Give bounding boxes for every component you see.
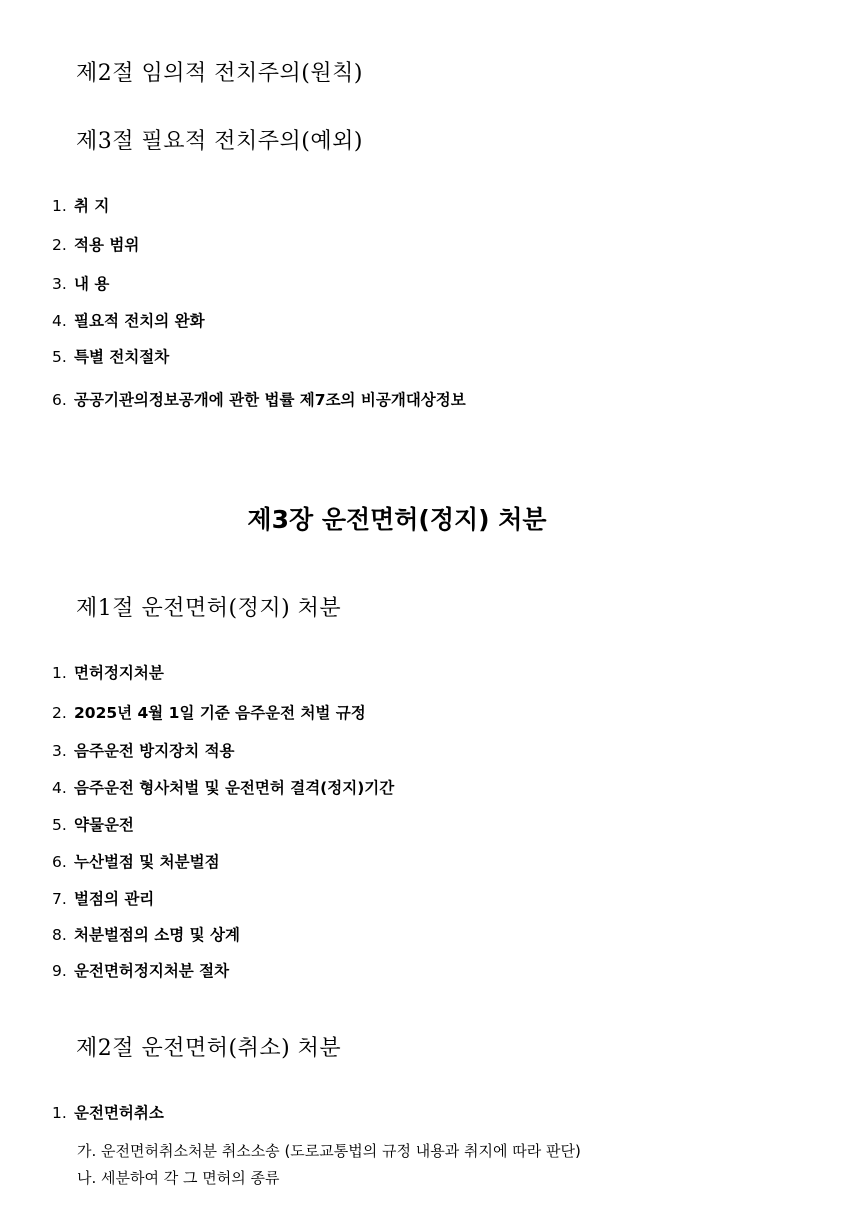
section-heading-1-suspension: 제1절 운전면허(정지) 처분 (76, 596, 342, 621)
list-item-number: 6. (52, 391, 67, 409)
list-item-text: 공공기관의정보공개에 관한 법률 제7조의 비공개대상정보 (74, 391, 466, 409)
list-item-text: 운전면허취소 (74, 1104, 164, 1122)
list-item (52, 924, 240, 946)
list-item (52, 662, 164, 684)
list-item (52, 777, 394, 799)
list-item (52, 702, 366, 724)
list-item-number: 3. (52, 742, 67, 760)
list-item (52, 888, 154, 910)
section-heading-2-revocation: 제2절 운전면허(취소) 처분 (76, 1036, 342, 1061)
list-item-text: 벌점의 관리 (74, 890, 155, 908)
list-item-text: 특별 전치절차 (74, 348, 170, 366)
list-item-number: 5. (52, 816, 67, 834)
sub-item: 가. 운전면허취소처분 취소소송 (도로교통법의 규정 내용과 취지에 따라 판단) (77, 1142, 581, 1160)
list-item-text: 필요적 전치의 완화 (74, 312, 205, 330)
sub-item: 나. 세분하여 각 그 면허의 종류 (77, 1169, 280, 1187)
list-item (52, 740, 235, 762)
list-item-text: 취 지 (74, 197, 110, 215)
list-item-text: 면허정지처분 (74, 664, 164, 682)
list-item-text: 적용 범위 (74, 236, 140, 254)
list-item-text: 누산벌점 및 처분벌점 (74, 853, 220, 871)
section-heading-2-arbitrary: 제2절 임의적 전치주의(원칙) (76, 61, 363, 86)
list-item (52, 195, 109, 217)
list-item-number: 1. (52, 1104, 67, 1122)
chapter-title: 제3장 운전면허(정지) 처분 (247, 505, 547, 534)
list-item-number: 6. (52, 853, 67, 871)
list-item-number: 8. (52, 926, 67, 944)
list-item (52, 346, 169, 368)
list-item-number: 4. (52, 779, 67, 797)
list-item (52, 273, 109, 295)
list-item-number: 1. (52, 197, 67, 215)
list-item-text: 약물운전 (74, 816, 134, 834)
list-item-text: 음주운전 형사처벌 및 운전면허 결격(정지)기간 (74, 779, 395, 797)
list-item-text: 운전면허정지처분 절차 (74, 962, 230, 980)
list-item (52, 1102, 164, 1124)
list-item-text: 2025년 4월 1일 기준 음주운전 처벌 규정 (74, 704, 366, 722)
list-item-number: 4. (52, 312, 67, 330)
section-heading-3-mandatory: 제3절 필요적 전치주의(예외) (76, 129, 363, 154)
list-item (52, 814, 134, 836)
list-item-text: 처분벌점의 소명 및 상계 (74, 926, 240, 944)
list-item-number: 2. (52, 236, 67, 254)
list-item (52, 960, 229, 982)
list-item-number: 2. (52, 704, 67, 722)
list-item-number: 3. (52, 275, 67, 293)
list-item (52, 234, 139, 256)
list-item-text: 내 용 (74, 275, 110, 293)
list-item-number: 5. (52, 348, 67, 366)
list-item-number: 9. (52, 962, 67, 980)
list-item-number: 7. (52, 890, 67, 908)
list-item-text: 음주운전 방지장치 적용 (74, 742, 235, 760)
list-item (52, 851, 220, 873)
list-item (52, 389, 466, 411)
list-item (52, 310, 205, 332)
list-item-number: 1. (52, 664, 67, 682)
